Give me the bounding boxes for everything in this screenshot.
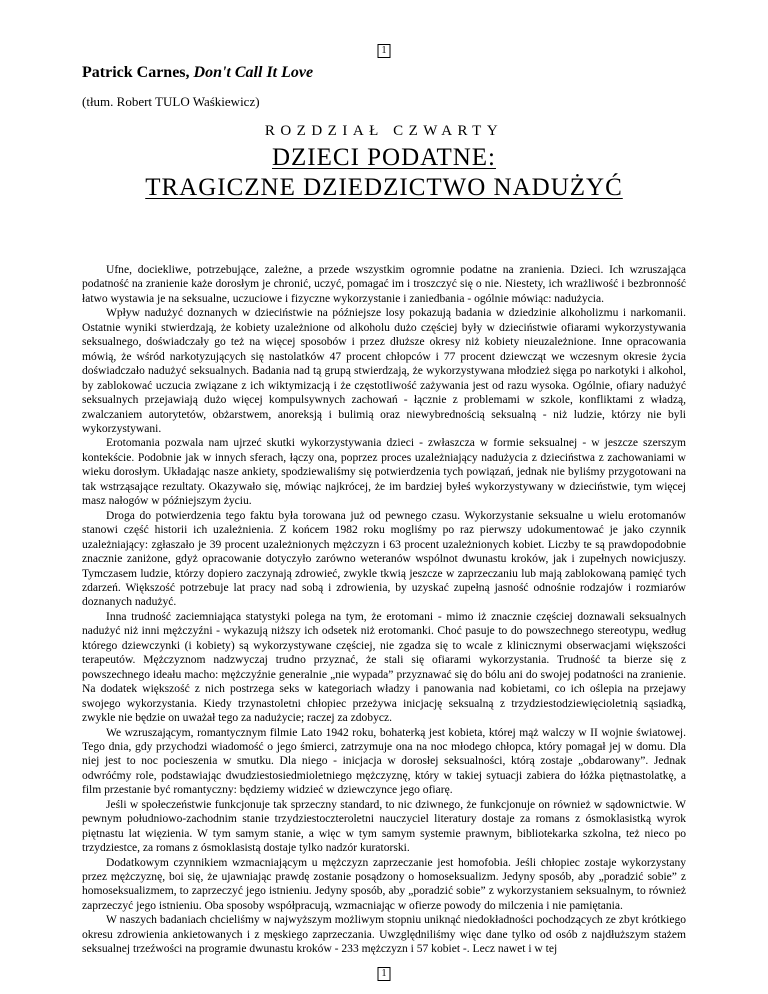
book-title: Don't Call It Love <box>193 64 314 81</box>
paragraph: Erotomania pozwala nam ujrzeć skutki wykorzystywania dzieci - zwłaszcza w formie seksualnej - w jeszcze szerszym kontekście. Podobnie jak w innych sferach, łączy ona, poprzez proces uzależniający nadużycia z dzieciństwa z zachowaniami w wieku dorosłym. Układając nasze ankiety, spodziewaliśmy się potwierdzenia tych powiązań, jednak nie byliśmy przygotowani na tak wstrząsające rezultaty. Okazywało się, mówiąc najkrócej, że im bardziej byłeś wykorzystywany w dzieciństwie, tym więcej masz nałogów w późniejszym życiu. <box>82 437 686 508</box>
paragraph: Jeśli w społeczeństwie funkcjonuje tak sprzeczny standard, to nic dziwnego, że funkcjonuje on również w sądownictwie. W pewnym południowo-zachodnim stanie trzydziestoczteroletni nauczyciel literatury dostaje za romans z ósmoklasistką wyrok piętnastu lat więzienia. W tym samym stanie, a więc w tym samym systemie prawnym, bibliotekarka szkolna, też nieco po trzydziestce, za romans z ósmoklasistą dostaje tylko nadzór kuratorski. <box>82 798 686 855</box>
body-text <box>82 263 686 957</box>
page-number-top: 1 <box>378 44 391 58</box>
paragraph: W naszych badaniach chcieliśmy w najwyższym możliwym stopniu uniknąć niedokładności pochodzących ze zbyt krótkiego okresu zdrowienia ankietowanych i z męskiego zaprzeczania. Uwzględniliśmy więc dane tylko od osób z najdłuższym stażem seksualnej trzeźwości na programie dwunastu kroków - 233 mężczyzn i 57 kobiet -. Lecz nawet i w tej <box>82 914 686 956</box>
paragraph: Dodatkowym czynnikiem wzmacniającym u mężczyzn zaprzeczanie jest homofobia. Jeśli chłopiec zostaje wykorzystany przez mężczyznę, boi się, że ujawniając prawdę zostanie posądzony o homoseksualizm. Jedyny sposób, aby „poradzić sobie” z homoseksualizmem, to zaprzeczyć jego istnieniu. Jedyny sposób, aby „poradzić sobie” z wykorzystaniem seksualnym, to również zaprzeczyć jego istnieniu. Oba sposoby współpracują, wzmacniając w ofierze powody do milczenia i nie pamiętania. <box>82 856 686 912</box>
page-number-bottom: 1 <box>378 967 391 981</box>
translator-credit: (tłum. Robert TULO Waśkiewicz) <box>82 94 260 109</box>
chapter-title-line2: TRAGICZNE DZIEDZICTWO NADUŻYĆ <box>145 174 623 201</box>
paragraph: Inna trudność zaciemniająca statystyki polega na tym, że erotomani - mimo iż znacznie częściej doznawali seksualnych nadużyć niż inni mężczyźni - wykazują niższy ich odsetek niż erotomanki. Choć pasuje to do powszechnego stereotypu, według którego dziewczynki (i kobiety) są wykorzystywane częściej, nie zgadza się to wcale z klinicznymi obserwacjami większości terapeutów. Mężczyznom nadzwyczaj trudno przyznać, że stali się ofiarami wykorzystania. Trudność ta bierze się z powszechnego ideału macho: mężczyźnie generalnie „nie wypada” przyznawać się do bólu ani do swojej podatności na zranienie. Na dodatek większość z nich postrzega seks w kategoriach władzy i panowania nad kobietami, co ich oślepia na przejawy swojego wykorzystania. Kiedy trzynastoletni chłopiec przeżywa inicjację seksualną z trzydziestodziewięcioletnią sąsiadką, zwykle nie będzie on uważał tego za nadużycie; raczej za zdobycz. <box>82 610 686 725</box>
paragraph: Wpływ nadużyć doznanych w dzieciństwie na późniejsze losy pokazują badania w dziedzinie alkoholizmu i narkomanii. Ostatnie wyniki stwierdzają, że kobiety uzależnione od alkoholu dużo częściej były w dzieciństwie ofiarami wykorzystywania seksualnego, doświadczały go też na więcej sposobów i przez dłuższe okresy niż kobiety nieuzależnione. Inne opracowania mówią, że wśród narkotyzujących się nastolatków 47 procent chłopców i 77 procent dziewcząt we wczesnym okresie życia doświadczało nadużyć seksualnych. Badania nad tą grupą stwierdzają, że wykorzystywana młodzież sięga po narkotyki i alkohol, by zablokować uczucia związane z ich wiktymizacją i że częstotliwość zażywania jest od razu wysoka. Ogólnie, ofiary nadużyć seksualnych przejawiają dużo więcej kompulsywnych zachowań - łącznie z problemami w szkole, konfliktami z władzą, zwalczaniem autorytetów, obżarstwem, anoreksją i bulimią oraz niewybrednością seksualną - niż ludzie, którzy nie byli wykorzystywani. <box>82 307 686 435</box>
author-line <box>82 64 313 82</box>
paragraph: Ufne, dociekliwe, potrzebujące, zależne, a przede wszystkim ogromnie podatne na zranienia. Dzieci. Ich wzruszająca podatność na zranienie każe dorosłym je chronić, uczyć, pomagać im i troszczyć się o nie. Niestety, ich wrażliwość i bezbronność łatwo wystawia je na seksualne, uczuciowe i fizyczne wykorzystanie i zaniedbania - ogólnie mówiąc: nadużycia. <box>82 264 686 305</box>
paragraph: We wzruszającym, romantycznym filmie Lato 1942 roku, bohaterką jest kobieta, której mąż walczy w II wojnie światowej. Tego dnia, gdy przychodzi wiadomość o jego śmierci, zatrzymuje ona na noc młodego chłopca, który pomagał jej w domu. Dla niej jest to noc pocieszenia w smutku. Dla niego - inicjacja w dorosłej seksualności, którą zostaje „obdarowany”. Jednak odwróćmy role, podstawiając dwudziestosiedmioletniego mężczyznę, który w takiej sytuacji zabiera do łóżka piętnastolatkę, a film przestanie być romantyczny: będziemy widzieć w dziewczynce jego ofiarę. <box>82 726 686 797</box>
author-name: Patrick Carnes, <box>82 64 190 81</box>
chapter-title-line1: DZIECI PODATNE: <box>271 144 496 171</box>
paragraph: Droga do potwierdzenia tego faktu była torowana już od pewnego czasu. Wykorzystanie seksualne u wielu erotomanów stanowi część historii ich uzależnienia. Z końcem 1982 roku mogliśmy po raz pierwszy udokumentować je jako czynnik uzależniający: zgłaszało je 39 procent uzależnionych mężczyzn i 63 procent uzależnionych kobiet. Liczby te są prawdopodobnie znacznie zaniżone, gdyż opracowanie dotyczyło zarówno weteranów wspólnot dwunastu kroków, jak i zupełnych nowicjuszy. Tymczasem ludzie, którzy dopiero zaczynają zdrowieć, zwykle tkwią jeszcze w zaprzeczaniu lub mają zablokowaną pamięć tych zdarzeń. Większość potrzebuje lat pracy nad sobą i zdrowienia, by uzyskać zupełną jasność odnośnie rodzajów i rozmiarów doznanych nadużyć. <box>82 509 686 609</box>
chapter-label: ROZDZIAŁ CZWARTY <box>264 123 504 139</box>
